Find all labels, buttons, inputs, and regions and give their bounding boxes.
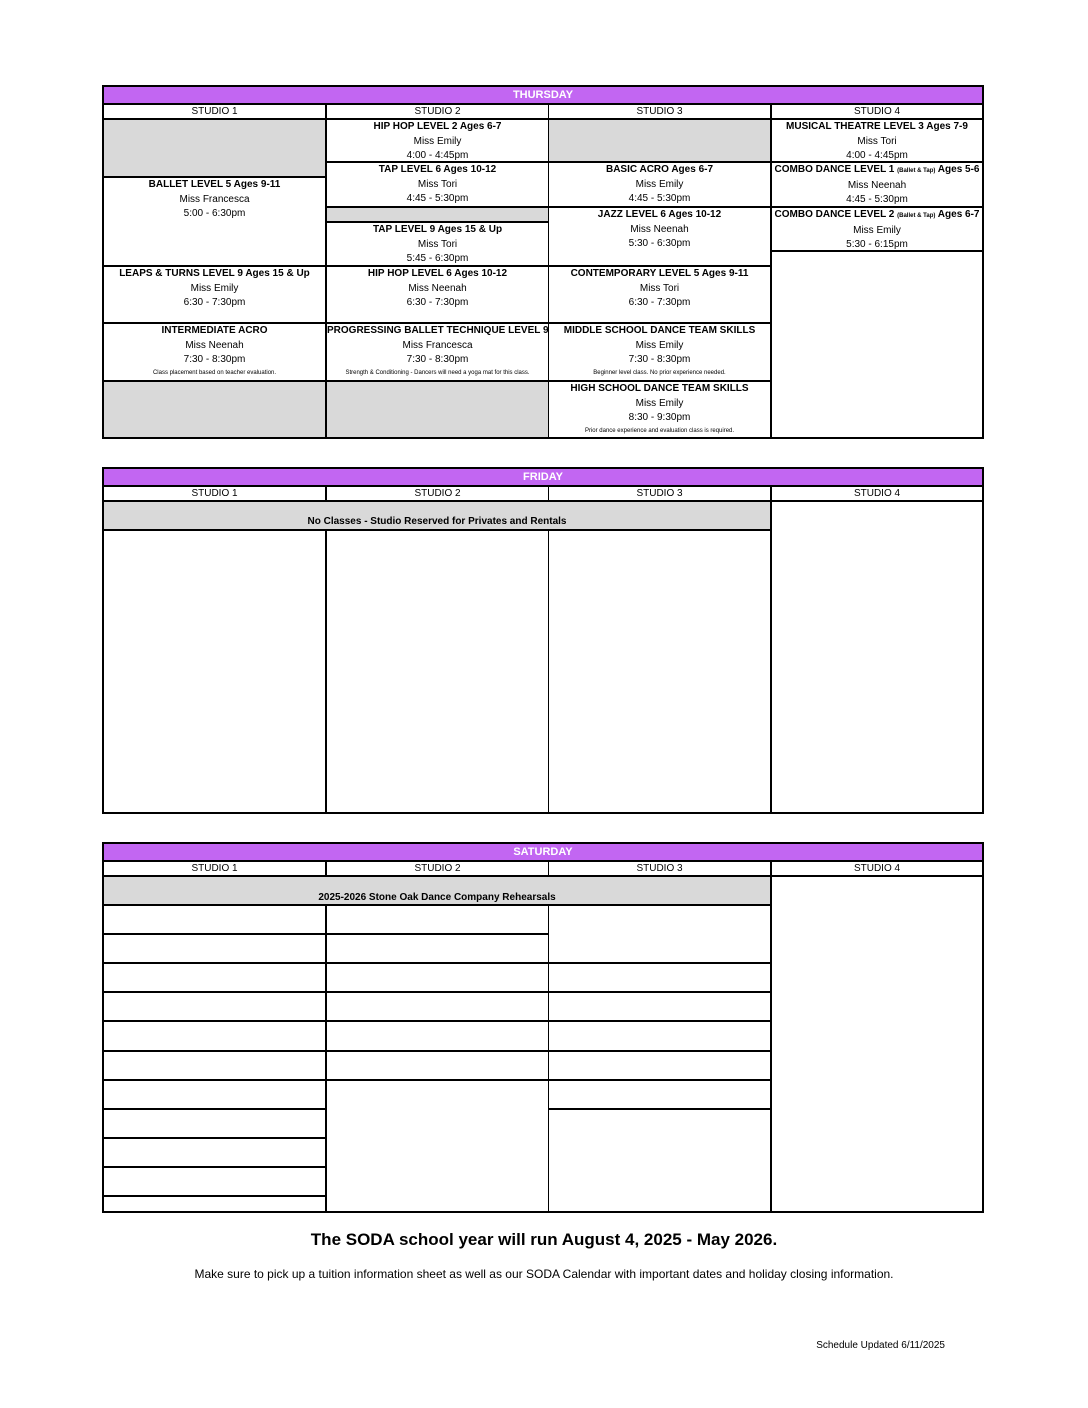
class-teacher: Miss Emily: [635, 178, 684, 190]
saturday-table-frame: [102, 842, 984, 1213]
class-time: 5:30 - 6:15pm: [846, 239, 908, 250]
class-time: 6:30 - 7:30pm: [406, 297, 469, 308]
class-teacher: Miss Tori: [639, 282, 680, 294]
class-teacher: Miss Francesca: [179, 193, 250, 205]
class-note: Prior dance experience and evaluation class is required.: [584, 427, 735, 434]
friday-banner: No Classes - Studio Reserved for Privates and Rentals: [103, 501, 771, 530]
friday-studio-3-header: STUDIO 3: [548, 486, 771, 501]
class-name-main: COMBO DANCE LEVEL 2: [774, 209, 895, 220]
class-teacher: Miss Tori: [417, 238, 458, 250]
friday-header: FRIDAY: [103, 468, 983, 486]
class-name: MUSICAL THEATRE LEVEL 3 Ages 7-9: [786, 121, 968, 132]
class-name-ages: Ages 5-6: [937, 164, 980, 175]
class-time: 7:30 - 8:30pm: [406, 354, 469, 365]
class-time: 6:30 - 7:30pm: [628, 297, 691, 308]
class-name: LEAPS & TURNS LEVEL 9 Ages 15 & Up: [119, 268, 310, 279]
class-time: 4:45 - 5:30pm: [628, 193, 691, 204]
friday-table-frame: [102, 467, 984, 814]
class-name: CONTEMPORARY LEVEL 5 Ages 9-11: [570, 268, 749, 279]
class-note: Class placement based on teacher evaluation.: [152, 369, 277, 376]
class-time: 7:30 - 8:30pm: [628, 354, 691, 365]
thursday-header: THURSDAY: [103, 86, 983, 104]
class-name: BASIC ACRO Ages 6-7: [605, 164, 714, 175]
thursday-studio-3-header: STUDIO 3: [548, 104, 771, 119]
saturday-studio-1-header: STUDIO 1: [103, 861, 326, 876]
class-name: TAP LEVEL 6 Ages 10-12: [378, 164, 497, 175]
class-name: PROGRESSING BALLET TECHNIQUE LEVEL 9: [327, 325, 549, 336]
saturday-studio-2-header: STUDIO 2: [326, 861, 549, 876]
class-time: 4:00 - 4:45pm: [846, 150, 908, 161]
schedule-updated: Schedule Updated 6/11/2025: [816, 1340, 945, 1351]
class-name-ages: Ages 6-7: [937, 209, 980, 220]
saturday-studio-4-header: STUDIO 4: [771, 861, 983, 876]
class-time: 4:45 - 5:30pm: [406, 193, 469, 204]
class-name: INTERMEDIATE ACRO: [161, 325, 268, 336]
class-time: 5:45 - 6:30pm: [406, 253, 469, 264]
class-name: HIGH SCHOOL DANCE TEAM SKILLS: [570, 383, 749, 394]
class-note: Strength & Conditioning - Dancers will need a yoga mat for this class.: [345, 369, 530, 376]
class-teacher: Miss Emily: [190, 282, 239, 294]
class-note: Beginner level class. No prior experience needed.: [593, 369, 726, 376]
saturday-banner: 2025-2026 Stone Oak Dance Company Rehearsals: [103, 876, 771, 905]
class-teacher: Miss Emily: [635, 339, 684, 351]
saturday-studio-3-header: STUDIO 3: [548, 861, 771, 876]
class-name-main: COMBO DANCE LEVEL 1: [774, 164, 895, 175]
school-year-headline: The SODA school year will run August 4, 2025 - May 2026.: [310, 1230, 778, 1249]
class-teacher: Miss Neenah: [630, 223, 689, 235]
class-teacher: Miss Emily: [635, 397, 684, 409]
class-teacher: Miss Francesca: [402, 339, 473, 351]
class-name: JAZZ LEVEL 6 Ages 10-12: [597, 209, 722, 220]
thursday-studio-2-header: STUDIO 2: [326, 104, 549, 119]
class-name: HIP HOP LEVEL 2 Ages 6-7: [373, 121, 502, 132]
class-time: 6:30 - 7:30pm: [183, 297, 246, 308]
class-name: TAP LEVEL 9 Ages 15 & Up: [372, 224, 503, 235]
class-teacher: Miss Neenah: [185, 339, 244, 351]
class-time: 8:30 - 9:30pm: [628, 412, 691, 423]
tuition-note: Make sure to pick up a tuition information sheet as well as our SODA Calendar with important dates and holiday closing information.: [194, 1267, 894, 1281]
friday-studio-4-header: STUDIO 4: [771, 486, 983, 501]
thursday-studio-4-header: STUDIO 4: [771, 104, 983, 119]
class-teacher: Miss Tori: [857, 135, 897, 147]
class-time: 7:30 - 8:30pm: [183, 354, 246, 365]
class-time: 4:00 - 4:45pm: [406, 150, 469, 161]
class-teacher: Miss Neenah: [847, 179, 907, 191]
class-teacher: Miss Emily: [853, 224, 901, 236]
class-teacher: Miss Tori: [417, 178, 458, 190]
class-time: 5:30 - 6:30pm: [628, 238, 691, 249]
class-name: BALLET LEVEL 5 Ages 9-11: [148, 179, 281, 190]
class-teacher: Miss Emily: [413, 135, 462, 147]
class-teacher: Miss Neenah: [408, 282, 467, 294]
class-time: 5:00 - 6:30pm: [183, 208, 246, 219]
class-name: HIP HOP LEVEL 6 Ages 10-12: [367, 268, 508, 279]
thursday-studio-1-header: STUDIO 1: [103, 104, 326, 119]
class-name: MIDDLE SCHOOL DANCE TEAM SKILLS: [563, 325, 756, 336]
thursday-table-frame: [102, 85, 984, 439]
class-time: 4:45 - 5:30pm: [846, 194, 908, 205]
friday-studio-2-header: STUDIO 2: [326, 486, 549, 501]
class-name-note: (Ballet & Tap): [897, 168, 936, 174]
class-name-note: (Ballet & Tap): [897, 213, 936, 219]
friday-studio-1-header: STUDIO 1: [103, 486, 326, 501]
saturday-header: SATURDAY: [103, 843, 983, 861]
